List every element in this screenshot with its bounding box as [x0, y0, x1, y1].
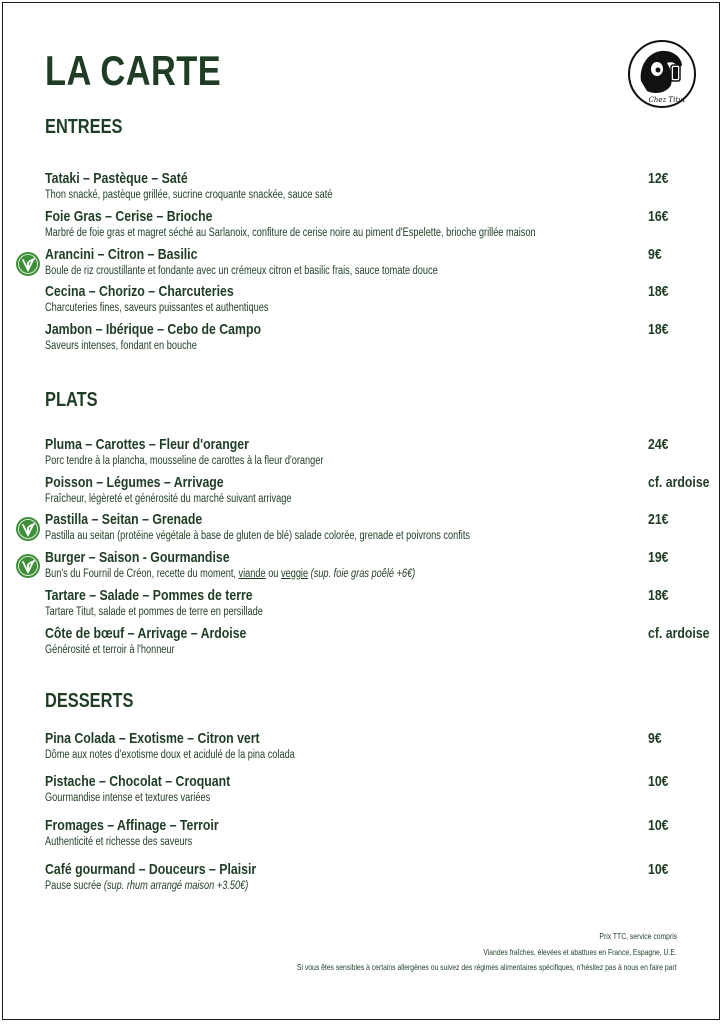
item-description [45, 880, 248, 892]
item-price: 16€ [648, 208, 669, 225]
item-description: Fraîcheur, légèreté et générosité du marché suivant arrivage [45, 493, 292, 505]
desc-option-meat: viande [238, 568, 266, 580]
item-description: Thon snacké, pastèque grillée, sucrine croquante snackée, sauce saté [45, 189, 333, 201]
item-price: cf. ardoise [648, 474, 710, 491]
desc-supplement: (sup. foie gras poêlé +6€) [308, 568, 416, 580]
item-price: 21€ [648, 511, 669, 528]
item-price: cf. ardoise [648, 625, 710, 642]
item-name: Café gourmand – Douceurs – Plaisir [45, 861, 257, 878]
item-description: Saveurs intenses, fondant en bouche [45, 340, 197, 352]
vegetarian-icon [15, 251, 41, 277]
item-description: Gourmandise intense et textures variées [45, 792, 211, 804]
item-price: 12€ [648, 170, 669, 187]
item-price: 9€ [648, 246, 662, 263]
item-name: Burger – Saison - Gourmandise [45, 549, 230, 566]
item-price: 24€ [648, 436, 669, 453]
footer-meat-origin: Viandes fraîches, élevées et abattues en France, Espagne, U.E. [483, 947, 677, 957]
item-name: Pastilla – Seitan – Grenade [45, 511, 203, 528]
vegetarian-icon [15, 516, 41, 542]
menu-page [2, 2, 720, 1020]
item-description: Dôme aux notes d'exotisme doux et acidulé de la pina colada [45, 749, 295, 761]
item-description: Marbré de foie gras et magret séché au Sarlanoix, confiture de cerise noire au piment d'Espelette, brioche grillée maison [45, 227, 536, 239]
desc-option-veggie: veggie [280, 568, 309, 580]
section-title-plats: PLATS [45, 389, 98, 411]
item-price: 18€ [648, 283, 669, 300]
item-description: Boule de riz croustillante et fondante avec un crémeux citron et basilic frais, sauce tomate douce [45, 265, 438, 277]
item-description [45, 568, 415, 580]
item-description: Charcuteries fines, saveurs puissantes et authentiques [45, 302, 269, 314]
item-description: Générosité et terroir à l'honneur [45, 644, 175, 656]
item-name: Pistache – Chocolat – Croquant [45, 773, 231, 790]
item-price: 10€ [648, 773, 669, 790]
desc-text: Bun's du Fournil de Créon, recette du moment, [45, 568, 239, 580]
footer-allergens-note: Si vous êtes sensibles à certains allergènes ou suivez des régimes alimentaires spécifiques, n'hésitez pas à nous en faire part [297, 962, 677, 972]
section-title-entrees: ENTREES [45, 116, 123, 138]
section-title-desserts: DESSERTS [45, 690, 134, 712]
footer-prices-note: Prix TTC, service compris [599, 931, 677, 941]
desc-supplement: (sup. rhum arrangé maison +3.50€) [103, 880, 249, 892]
item-name: Fromages – Affinage – Terroir [45, 817, 219, 834]
item-name: Tartare – Salade – Pommes de terre [45, 587, 253, 604]
item-name: Pina Colada – Exotisme – Citron vert [45, 730, 260, 747]
item-description: Authenticité et richesse des saveurs [45, 836, 193, 848]
item-name: Poisson – Légumes – Arrivage [45, 474, 224, 491]
item-price: 10€ [648, 817, 669, 834]
item-description: Pastilla au seitan (protéine végétale à base de gluten de blé) salade colorée, grenade et poivrons confits [45, 530, 471, 542]
item-price: 19€ [648, 549, 669, 566]
item-price: 10€ [648, 861, 669, 878]
item-price: 18€ [648, 587, 669, 604]
item-description: Porc tendre à la plancha, mousseline de carottes à la fleur d'oranger [45, 455, 324, 467]
page-title: LA CARTE [45, 47, 222, 94]
logo-text: Chez Titut [648, 96, 686, 104]
vegetarian-icon [15, 553, 41, 579]
restaurant-logo [627, 39, 697, 109]
item-name: Cecina – Chorizo – Charcuteries [45, 283, 234, 300]
item-name: Pluma – Carottes – Fleur d'oranger [45, 436, 249, 453]
desc-text: ou [265, 568, 281, 580]
item-name: Côte de bœuf – Arrivage – Ardoise [45, 625, 247, 642]
item-price: 9€ [648, 730, 662, 747]
item-name: Foie Gras – Cerise – Brioche [45, 208, 213, 225]
item-name: Arancini – Citron – Basilic [45, 246, 198, 263]
item-price: 18€ [648, 321, 669, 338]
item-description: Tartare Titut, salade et pommes de terre en persillade [45, 606, 263, 618]
item-name: Jambon – Ibérique – Cebo de Campo [45, 321, 261, 338]
item-name: Tataki – Pastèque – Saté [45, 170, 188, 187]
desc-text: Pause sucrée [45, 880, 104, 892]
